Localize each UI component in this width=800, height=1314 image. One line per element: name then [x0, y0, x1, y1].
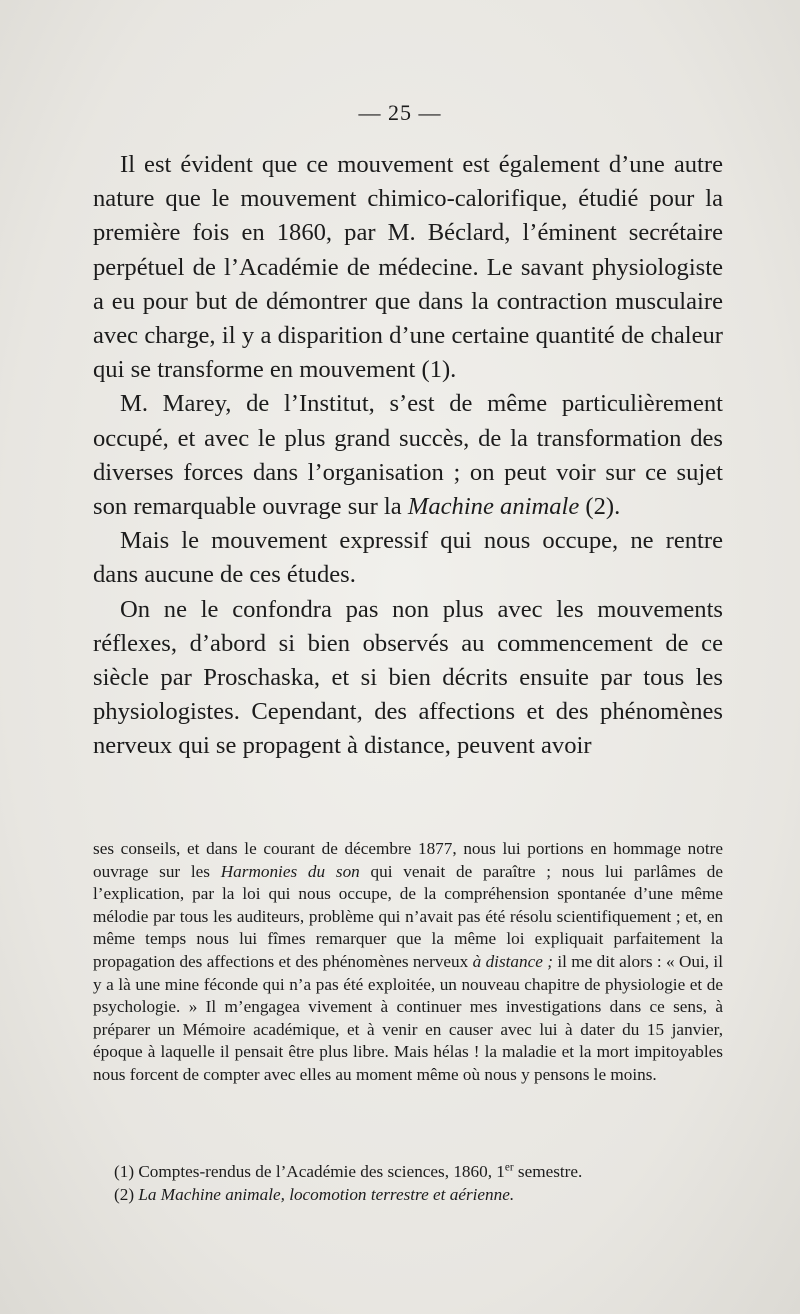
footnote — [114, 1160, 714, 1183]
note-paragraph — [93, 838, 723, 1087]
footnotes — [114, 1160, 714, 1206]
paragraph — [93, 148, 723, 387]
page-number: — 25 — — [358, 100, 442, 125]
text-run: Mais le mouvement expressif qui nous occupe, ne rentre dans aucune de ces études. — [93, 527, 723, 589]
paragraph — [93, 524, 723, 592]
italic-text: Harmonies du son — [220, 861, 360, 881]
italic-text: Machine animale — [407, 493, 580, 521]
superscript: er — [504, 1161, 514, 1174]
text-run: M. Marey, de l’Institut, s’est de même particulièrement occupé, et avec le plus grand succès, de la transformation des diverses forces dans l’organisation ; on peut voir sur ce sujet son remarquable ouvrage sur la — [93, 390, 723, 521]
italic-text: à distance ; — [472, 951, 553, 971]
text-run: (2). — [579, 493, 621, 521]
italic-text: La Machine animale, locomotion terrestre et aérienne. — [138, 1185, 515, 1204]
text-run: qui venait de paraître ; nous lui parlâmes de l’explication, par la loi qui nous occupe, de la compréhension spontanée d’une même mélodie par tous les auditeurs, problème qui n’avait pas été résolu scientifiquement ; et, en même temps nous lui fîmes remarquer que la même loi expliquait parfaitement la propagation des affections et des phénomènes nerveux — [93, 861, 723, 971]
paragraph — [93, 593, 723, 764]
text-run: Il est évident que ce mouvement est également d’une autre nature que le mouvement chimico-calorifique, étudié pour la première fois en 1860, par M. Béclard, l’éminent secrétaire perpétuel de l’Académie de médecine. Le savant physiologiste a eu pour but de démontrer que dans la contraction musculaire avec charge, il y a disparition d’une certaine quantité de chaleur qui se transforme en mouvement (1). — [93, 151, 723, 384]
text-run: (2) — [114, 1185, 139, 1204]
paragraph — [93, 387, 723, 524]
text-run: semestre. — [513, 1162, 583, 1181]
text-run: (1) Comptes-rendus de l’Académie des sciences, 1860, 1 — [114, 1162, 505, 1181]
note-continuation — [93, 838, 723, 1087]
text-run: il me dit alors : « Oui, il y a là une mine féconde qui n’a pas été exploitée, un nouveau chapitre de physiologie et de psychologie. » Il m’engagea vivement à continuer mes investigations dans ce sens, à préparer un Mémoire académique, et à venir en causer avec lui à dater du 15 janvier, époque à laquelle il pensait être plus libre. Mais hélas ! la maladie et la mort impitoyables nous forcent de compter avec elles au moment même où nous y pensons le moins. — [93, 951, 723, 1084]
main-text — [93, 148, 723, 764]
text-run: ses conseils, et dans le courant de décembre 1877, nous lui portions en hommage notre ouvrage sur les — [93, 839, 723, 881]
footnote — [114, 1183, 714, 1206]
text-run: On ne le confondra pas non plus avec les mouvements réflexes, d’abord si bien observés au commencement de ce siècle par Proschaska, et si bien décrits ensuite par tous les physiologistes. Cependant, des affections et des phénomènes nerveux qui se propagent à distance, peuvent avoir — [93, 595, 723, 760]
